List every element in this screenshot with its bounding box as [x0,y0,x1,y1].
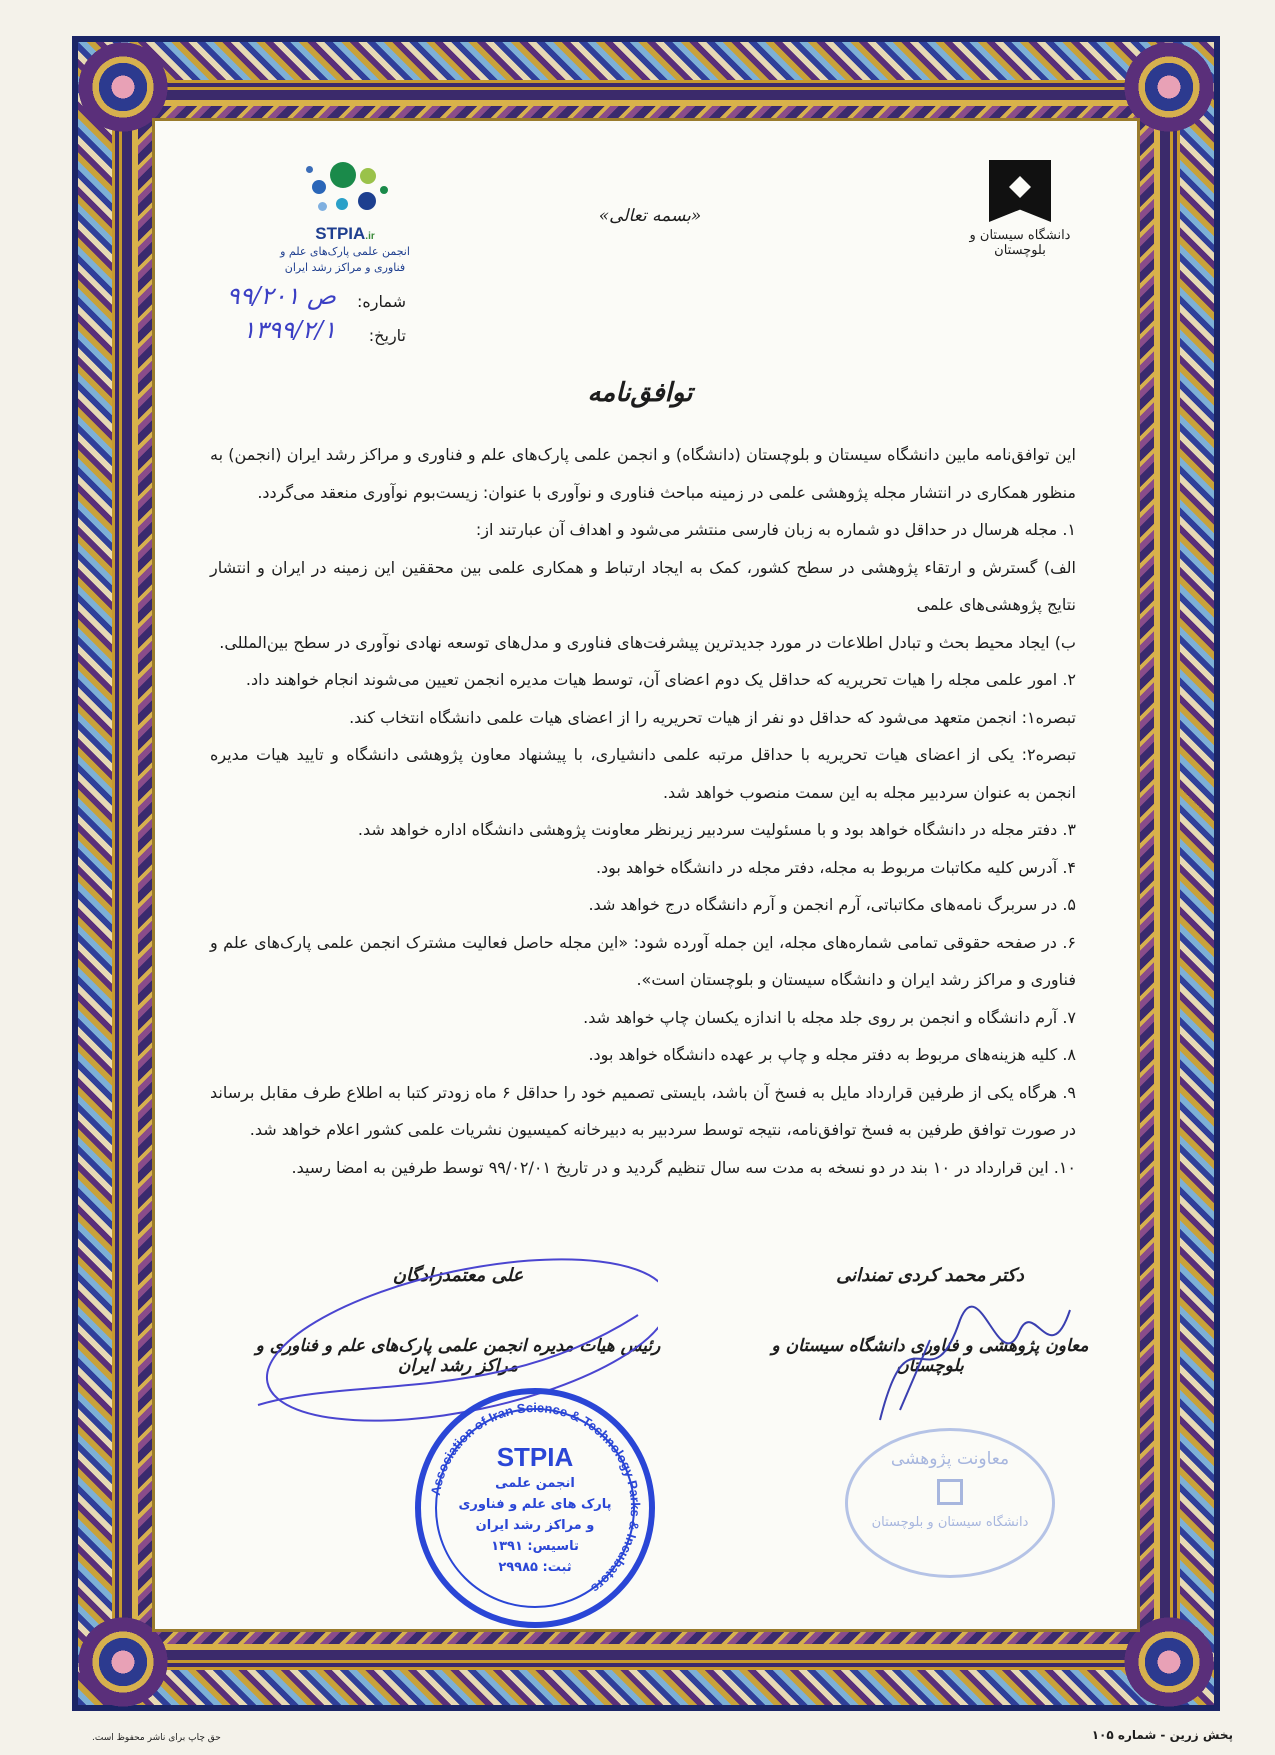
stpia-stamp-ring-text [421,1394,649,1622]
stpia-logo [270,158,420,276]
document-title: توافق‌نامه [587,378,693,408]
stpia-stamp [415,1388,655,1628]
clause-10: ۱۰. این قرارداد در ۱۰ بند در دو نسخه به مدت سه سال تنظیم گردید و در تاریخ ۹۹/۰۲/۰۱ توسط طرفین به امضا رسید. [291,1157,1076,1177]
bismillah-heading: «بسمه تعالی» [598,206,702,226]
clause-1: ۱. مجله هرسال در حداقل دو شماره به زبان فارسی منتشر می‌شود و اهداف آن عبارتند از: [475,520,1076,539]
university-stamp-bottom: دانشگاه سیستان و بلوچستان [871,1515,1029,1530]
university-logo-caption: دانشگاه سیستان و بلوچستان [969,228,1071,258]
agreement-body [210,436,1076,1186]
intro-paragraph: این توافق‌نامه مابین دانشگاه سیستان و بلوچستان (دانشگاه) و انجمن علمی پارک‌های علم و فناوری و مراکز رشد ایران (انجمن) به منظور همکاری در انتشار مجله پژوهشی علمی در زمینه مباحث فناوری و نوآوری با عنوان: زیست‌بوم نوآوری منعقد می‌گردد. [210,445,1076,502]
university-stamp-emblem-icon [937,1479,963,1505]
stpia-stamp-line-2: پارک های علم و فناوری [458,1497,612,1512]
stpia-stamp-line-4: تاسیس: ۱۳۹۱ [491,1539,579,1554]
clause-7: ۷. آرم دانشگاه و انجمن بر روی جلد مجله با اندازه یکسان چاپ خواهد شد. [583,1007,1076,1027]
clause-1b: ب) ایجاد محیط بحث و تبادل اطلاعات در مورد جدیدترین پیشرفت‌های فناوری و مدل‌های توسعه نهادی نوآوری در سطح بین‌المللی. [219,632,1076,652]
stpia-stamp-label: STPIA [496,1442,574,1472]
clause-9: ۹. هرگاه یکی از طرفین قرارداد مایل به فسخ آن باشد، بایستی تصمیم خود را حداقل ۶ ماه زودتر کتبا به اطلاع طرف مقابل برساند در صورت توافق طرفین به فسخ توافق‌نامه، نتیجه توسط سردبیر به دبیرخانه کمیسیون نشریات علمی کشور اعلام خواهد شد. [210,1082,1077,1139]
clause-2: ۲. امور علمی مجله را هیات تحریریه که حداقل یک دوم اعضای آن، توسط هیات مدیره انجمن تعیین می‌شوند انجام خواهند داد. [245,670,1076,689]
stpia-stamp-line-1: انجمن علمی [495,1476,575,1491]
reference-block [196,282,406,360]
publisher-footer: پخش زرین - شماره ۱۰۵ [1091,1728,1233,1742]
clause-5: ۵. در سربرگ نامه‌های مکاتباتی، آرم انجمن و آرم دانشگاه درج خواهد شد. [588,895,1076,914]
clause-4: ۴. آدرس کلیه مکاتبات مربوط به مجله، دفتر مجله در دانشگاه خواهد بود. [595,857,1076,877]
signatory-name-right: دکتر محمد کردی تمندانی [836,1265,1024,1286]
number-label: شماره: [356,292,406,311]
note-2: تبصره۲: یکی از اعضای هیات تحریریه با حداقل مرتبه علمی دانشیاری، با پیشنهاد معاون پژوهشی دانشگاه و تایید هیات مدیره انجمن به عنوان سردبیر مجله به این سمت منصوب خواهد شد. [210,745,1076,802]
university-stamp-top: معاونت پژوهشی [890,1449,1010,1469]
university-logo [945,160,1095,258]
stpia-stamp-line-5: ثبت: ۲۹۹۸۵ [498,1560,572,1575]
university-emblem-icon [989,160,1051,222]
clause-6: ۶. در صفحه حقوقی تمامی شماره‌های مجله، این جمله آورده شود: «این مجله حاصل فعالیت مشترک انجمن علمی پارک‌های علم و فناوری و مراکز رشد ایران و دانشگاه سیستان و بلوچستان است». [210,932,1076,989]
stpia-stamp-line-3: و مراکز رشد ایران [475,1518,595,1533]
signatory-role-right: معاون پژوهشی و فناوری دانشگاه سیستان و بلوچستان [771,1336,1089,1376]
stpia-dots-icon [300,158,390,224]
clause-8: ۸. کلیه هزینه‌های مربوط به دفتر مجله و چاپ بر عهده دانشگاه خواهد بود. [588,1045,1076,1064]
signatory-role-left: رئیس هیات مدیره انجمن علمی پارک‌های علم و فناوری و مراکز رشد ایران [255,1336,661,1376]
svg-text:Association of Iran Science &: Association of Iran Science & Technology Parks & Incubators [427,1399,644,1597]
copyright-footer: حق چاپ برای ناشر محفوظ است. [92,1733,221,1743]
note-1: تبصره۱: انجمن متعهد می‌شود که حداقل دو نفر از هیات تحریریه را از اعضای هیات علمی دانشگاه انتخاب کند. [349,707,1076,727]
stpia-brand: STPIA.ir [315,224,375,243]
university-stamp [845,1428,1055,1578]
date-value: ۱۳۹۹/۲/۱ [242,316,336,344]
clause-3: ۳. دفتر مجله در دانشگاه خواهد بود و با مسئولیت سردبیر زیرنظر معاونت پژوهشی دانشگاه اداره خواهد شد. [357,820,1076,839]
signature-scribble-right [870,1260,1090,1430]
number-value: ص ۹۹/۲۰۱ [226,282,336,310]
stpia-subtitle-2: فناوری و مراکز رشد ایران [284,261,406,274]
signatory-name-left: علی معتمدزادگان [392,1265,524,1286]
date-label: تاریخ: [368,326,406,345]
clause-1a: الف) گسترش و ارتقاء پژوهشی در سطح کشور، کمک به ایجاد ارتباط و همکاری علمی بین محققین این زمینه در ایران و انتشار نتایج پژوهشی‌های علمی [210,557,1076,614]
stpia-subtitle-1: انجمن علمی پارک‌های علم و [280,245,410,258]
